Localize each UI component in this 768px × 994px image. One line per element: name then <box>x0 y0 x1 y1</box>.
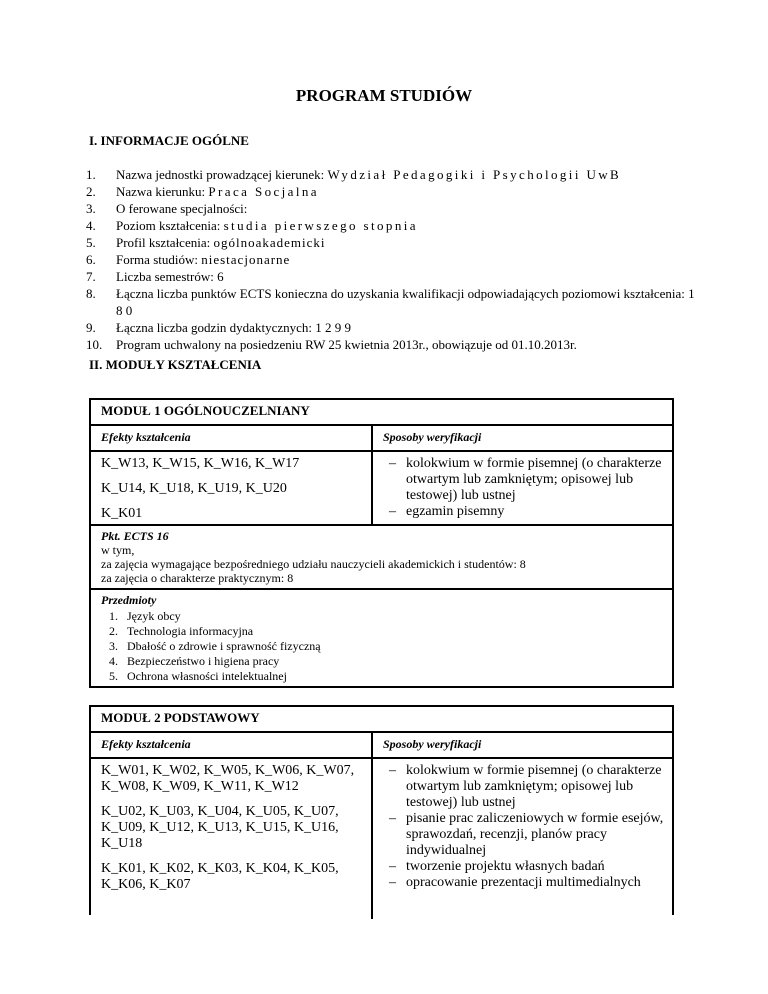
info-item: 8. Łączna liczba punktów ECTS konieczna do uzyskania kwalifikacji odpowiadających poziomowi kształcenia: 1 8 0 <box>86 286 695 318</box>
module-title: MODUŁ 1 OGÓLNOUCZELNIANY <box>91 400 672 426</box>
info-item: 2. Nazwa kierunku: Praca Socjalna <box>86 184 319 199</box>
section-heading-modules: II. MODUŁY KSZTAŁCENIA <box>89 357 262 372</box>
info-item: 6. Forma studiów: niestacjonarne <box>86 252 291 267</box>
effect-group: K_K01, K_K02, K_K03, K_K04, K_K05, K_K06, K_K07 <box>101 861 339 892</box>
ects-block <box>91 524 672 588</box>
subject-item: 3. Dbałość o zdrowie i sprawność fizyczną <box>109 639 321 653</box>
info-item: 7. Liczba semestrów: 6 <box>86 269 224 284</box>
verification-item: – kolokwium w formie pisemnej (o charakterze otwartym lub zamkniętym; opisowej lub testowej) lub ustnej <box>389 456 662 503</box>
ects-line: w tym, <box>101 543 135 557</box>
verification-item: – tworzenie projektu własnych badań <box>389 859 605 874</box>
ects-heading: Pkt. ECTS 16 <box>101 529 169 543</box>
module-1-table <box>89 398 674 688</box>
subjects-heading: Przedmioty <box>101 593 157 607</box>
info-item: 10. Program uchwalony na posiedzeniu RW 25 kwietnia 2013r., obowiązuje od 01.10.2013r. <box>86 337 577 352</box>
info-item: 1. Nazwa jednostki prowadzącej kierunek: Wydział Pedagogiki i Psychologii UwB <box>86 167 622 182</box>
subject-item: 5. Ochrona własności intelektualnej <box>109 669 287 683</box>
verification-header: Sposoby weryfikacji <box>373 426 672 452</box>
effect-group: K_W13, K_W15, K_W16, K_W17 <box>101 456 300 471</box>
info-item: 4. Poziom kształcenia: studia pierwszego stopnia <box>86 218 418 233</box>
effect-group: K_K01 <box>101 506 143 521</box>
effects-header: Efekty kształcenia <box>91 733 371 759</box>
info-item: 5. Profil kształcenia: ogólnoakademicki <box>86 235 326 250</box>
general-info-list <box>86 166 696 353</box>
verification-item: – egzamin pisemny <box>389 504 505 519</box>
subject-item: 2. Technologia informacyjna <box>109 624 254 638</box>
subjects-block <box>91 588 672 684</box>
module-title: MODUŁ 2 PODSTAWOWY <box>91 707 672 733</box>
verification-list <box>373 759 672 891</box>
subject-item: 1. Język obcy <box>109 609 181 623</box>
effects-column <box>91 733 373 919</box>
module-columns <box>91 733 672 919</box>
info-item: 3. O ferowane specjalności: <box>86 201 248 216</box>
effects-header: Efekty kształcenia <box>91 426 371 452</box>
verification-list <box>373 452 672 520</box>
section-heading-general-info: I. INFORMACJE OGÓLNE <box>89 133 249 148</box>
effects-column <box>91 426 373 524</box>
verification-column <box>373 426 672 524</box>
subject-item: 4. Bezpieczeństwo i higiena pracy <box>109 654 280 668</box>
verification-item: – pisanie prac zaliczeniowych w formie esejów, sprawozdań, recenzji, planów pracy indywidualnej <box>389 811 664 858</box>
effects-list <box>91 759 371 893</box>
page-title: PROGRAM STUDIÓW <box>295 86 473 105</box>
effects-list <box>91 452 371 524</box>
info-item: 9. Łączna liczba godzin dydaktycznych: 1 2 9 9 <box>86 320 351 335</box>
verification-item: – kolokwium w formie pisemnej (o charakterze otwartym lub zamkniętym; opisowej lub testowej) lub ustnej <box>389 763 662 810</box>
ects-line: za zajęcia wymagające bezpośredniego udziału nauczycieli akademickich i studentów: 8 <box>101 557 526 571</box>
module-columns <box>91 426 672 524</box>
effect-group: K_W01, K_W02, K_W05, K_W06, K_W07, K_W08, K_W09, K_W11, K_W12 <box>101 763 355 794</box>
verification-column <box>373 733 672 919</box>
verification-item: – opracowanie prezentacji multimedialnych <box>389 875 641 890</box>
effect-group: K_U14, K_U18, K_U19, K_U20 <box>101 481 287 496</box>
subjects-list <box>101 609 672 684</box>
verification-header: Sposoby weryfikacji <box>373 733 672 759</box>
effect-group: K_U02, K_U03, K_U04, K_U05, K_U07, K_U09, K_U12, K_U13, K_U15, K_U16, K_U18 <box>101 804 339 851</box>
module-2-table <box>89 705 674 915</box>
ects-line: za zajęcia o charakterze praktycznym: 8 <box>101 571 294 585</box>
